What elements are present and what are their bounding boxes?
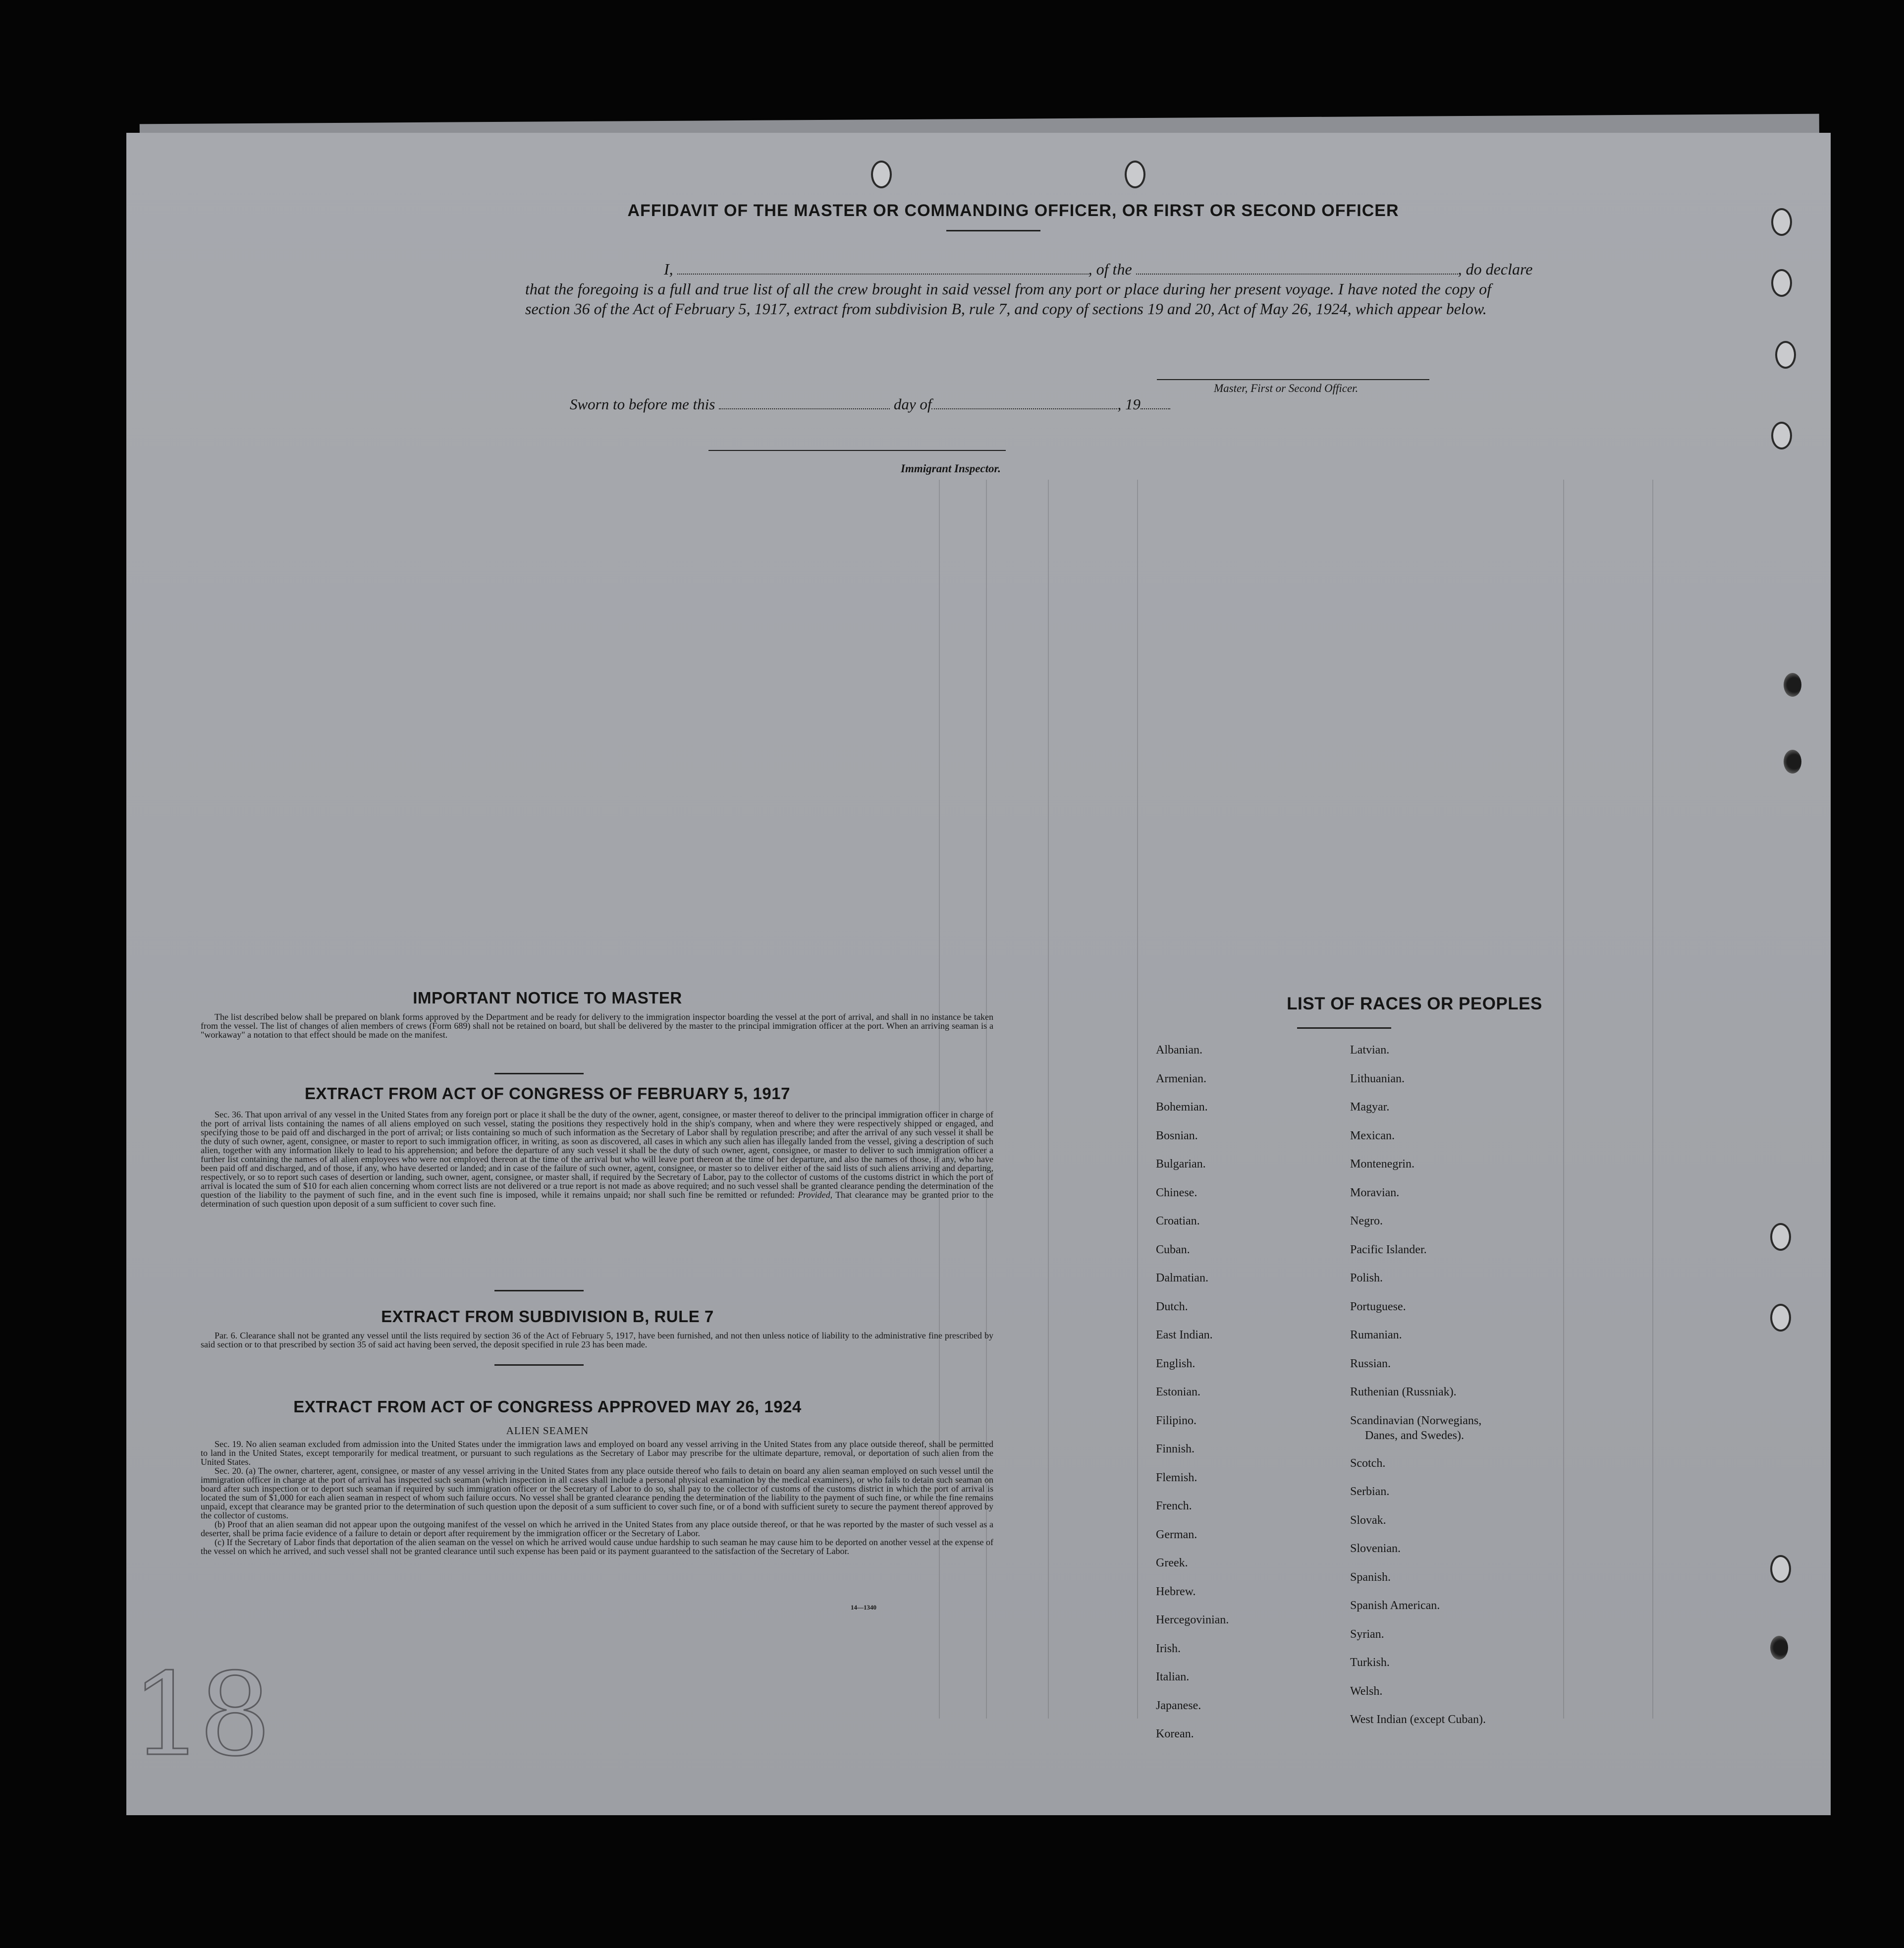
race-item: Korean.: [1156, 1727, 1194, 1740]
race-item: Negro.: [1350, 1215, 1383, 1227]
punch-hole: [1770, 1304, 1791, 1332]
sworn-year-blank[interactable]: [1141, 396, 1170, 409]
race-item: Slovenian.: [1350, 1542, 1401, 1555]
race-item: Scandinavian (Norwegians,: [1350, 1414, 1482, 1427]
sworn-month-blank[interactable]: [931, 396, 1117, 409]
race-item: Turkish.: [1350, 1656, 1390, 1669]
punch-hole: [1784, 750, 1801, 774]
document-page: [126, 133, 1831, 1815]
subdivision-b-divider: [494, 1364, 584, 1366]
race-item: Portuguese.: [1350, 1300, 1406, 1313]
decl-of-the-label: , of the: [1088, 260, 1132, 278]
sec-36-end: That clearance may be granted prior to the determination of such question upon deposit of a sum sufficient to cover such fine.: [201, 1190, 993, 1209]
race-item: East Indian.: [1156, 1329, 1213, 1341]
race-item: Bulgarian.: [1156, 1158, 1206, 1170]
punch-hole: [1770, 1223, 1791, 1251]
extract-1917-text: [201, 1110, 993, 1208]
master-signature-label: Master, First or Second Officer.: [1214, 382, 1359, 394]
race-item: Chinese.: [1156, 1186, 1197, 1199]
sworn-day-of: day of: [893, 395, 932, 413]
race-item: Cuban.: [1156, 1243, 1190, 1256]
decl-i-label: I,: [664, 260, 673, 278]
punch-hole: [1771, 422, 1792, 449]
extract-1924-body: [201, 1440, 993, 1556]
race-item: Hercegovinian.: [1156, 1614, 1229, 1626]
sheet-number-stamp: 18: [131, 1649, 267, 1781]
race-item: Pacific Islander.: [1350, 1243, 1427, 1256]
master-signature-line[interactable]: [1157, 379, 1429, 380]
inspector-signature-label: Immigrant Inspector.: [901, 462, 1001, 475]
sworn-line: [570, 395, 1170, 413]
race-item: Croatian.: [1156, 1215, 1200, 1227]
decl-do-declare-label: , do declare: [1458, 260, 1533, 278]
race-item: Magyar.: [1350, 1101, 1390, 1113]
inspector-signature-line[interactable]: [708, 450, 1006, 451]
race-item: Greek.: [1156, 1557, 1188, 1569]
races-column-1: [1156, 1036, 1229, 1749]
notice-divider: [494, 1073, 584, 1074]
race-item: English.: [1156, 1357, 1196, 1370]
punch-hole: [1770, 1555, 1791, 1583]
race-item: Bohemian.: [1156, 1101, 1208, 1113]
race-item: French.: [1156, 1500, 1192, 1512]
sec-19-text: No alien seaman excluded from admission into the United States under the immigration laws and employed on board any vessel arriving in the United States from any place outside thereof, shall be permitted to land in the United States, except temporarily for medical treatment, or pursuant to such regulations as the Secretary of Labor may prescribe for the ultimate departure, removal, or deportation of such alien from the United States.: [201, 1439, 993, 1467]
race-item: Albanian.: [1156, 1044, 1202, 1057]
sworn-prefix: Sworn to before me this: [570, 395, 715, 413]
race-item: Syrian.: [1350, 1627, 1384, 1641]
sec-36-label: Sec. 36.: [215, 1110, 243, 1119]
notice-text: The list described below shall be prepared on blank forms approved by the Department and be ready for delivery to the immigration inspector boarding the vessel at the port of arrival, and shall in no instance be taken from the vessel. The list of changes of alien members of crews (Form 689) shall not be retained on board, but shall be delivered by the master to the principal immigration officer at the port. When an arriving seaman is a "workaway" a notation to that effect should be made on the manifest.: [201, 1012, 993, 1040]
punch-hole: [1771, 269, 1792, 297]
race-item: Welsh.: [1350, 1684, 1383, 1698]
race-item: Lithuanian.: [1350, 1072, 1405, 1085]
punch-hole: [871, 161, 892, 188]
bleed-through-rule: [1137, 480, 1139, 1719]
punch-hole: [1125, 161, 1145, 188]
affidavit-declaration: [525, 259, 1533, 319]
punch-hole: [1771, 208, 1792, 236]
sec-19-label: Sec. 19.: [215, 1439, 244, 1449]
extract-1917-divider: [494, 1290, 584, 1291]
affidavit-title: AFFIDAVIT OF THE MASTER OR COMMANDING OFFICER, OR FIRST OR SECOND OFFICER: [627, 201, 1399, 220]
race-item: Moravian.: [1350, 1186, 1400, 1199]
title-underline: [946, 230, 1040, 231]
race-item: Slovak.: [1350, 1513, 1386, 1527]
race-item: Rumanian.: [1350, 1329, 1402, 1341]
sec-20a-text: The owner, charterer, agent, consignee, or master of any vessel arriving in the United States from any place outside thereof who fails to detain on board any alien seaman employed on such vessel until the immigration officer in charge at the port of arrival has inspected such seaman (which inspection in all cases shall include a personal physical examination by the medical examiners), or who fails to detain such seaman on board after such inspection or to deport such seaman if required by such immigration officer or the Secretary of Labor to do so, shall pay to the collector of customs of the customs district in which the port of arrival is located the sum of $1,000 for each alien seaman in respect of whom such failure occurs. No vessel shall be granted clearance pending the determination of the liability to the payment of such fine, or while the fine remains unpaid, except that clearance may be granted prior to the determination of such question upon the deposit of a sum sufficient to cover such fine, or of a bond with sufficient surety to secure the payment thereof approved by the collector of customs.: [201, 1466, 993, 1520]
extract-1924-title: EXTRACT FROM ACT OF CONGRESS APPROVED MAY 26, 1924: [293, 1397, 802, 1416]
race-item: Spanish.: [1350, 1570, 1391, 1584]
race-item: Finnish.: [1156, 1443, 1195, 1455]
race-item: Montenegrin.: [1350, 1158, 1414, 1170]
race-item: Russian.: [1350, 1357, 1391, 1370]
race-item: West Indian (except Cuban).: [1350, 1713, 1486, 1726]
sworn-year: , 19: [1117, 395, 1141, 413]
race-item: Estonian.: [1156, 1386, 1200, 1398]
race-item: Dalmatian.: [1156, 1272, 1208, 1284]
alien-seamen-subtitle: ALIEN SEAMEN: [506, 1425, 589, 1437]
bleed-through-rule: [1563, 480, 1565, 1719]
races-column-2: [1350, 1036, 1486, 1734]
race-item: Polish.: [1350, 1272, 1383, 1284]
race-item: German.: [1156, 1528, 1197, 1541]
race-item: Latvian.: [1350, 1044, 1390, 1057]
race-item: Bosnian.: [1156, 1129, 1198, 1142]
race-item: Dutch.: [1156, 1300, 1188, 1313]
sec-20a: [201, 1466, 993, 1520]
sec-20-label: Sec. 20. (a): [215, 1466, 256, 1476]
race-item: Hebrew.: [1156, 1585, 1196, 1598]
race-item: Irish.: [1156, 1642, 1181, 1655]
sec-36-provided: Provided,: [798, 1190, 833, 1200]
bleed-through-rule: [1048, 480, 1049, 1719]
subdivision-b-text: Par. 6. Clearance shall not be granted any vessel until the lists required by section 36 of the Act of February 5, 1917, have been furnished, and not then unless notice of liability to the administrative fine prescribed by said section or to that prescribed by section 35 of said act having been served, the deposit specified in rule 23 has been made.: [201, 1331, 993, 1349]
race-item: Filipino.: [1156, 1414, 1197, 1427]
race-item: Japanese.: [1156, 1699, 1201, 1712]
sec-19: [201, 1440, 993, 1466]
subdivision-b-title: EXTRACT FROM SUBDIVISION B, RULE 7: [381, 1307, 714, 1326]
extract-1917-title: EXTRACT FROM ACT OF CONGRESS OF FEBRUARY 5, 1917: [305, 1084, 790, 1103]
decl-body: that the foregoing is a full and true list of all the crew brought in said vessel from any port or place during her present voyage. I have noted the copy of section 36 of the Act of February 5, 1917, extract from subdivision B, rule 7, and copy of sections 19 and 20, Act of May 26, 1924, which appear below.: [525, 280, 1491, 318]
race-item: Ruthenian (Russniak).: [1350, 1386, 1457, 1398]
race-item: Flemish.: [1156, 1471, 1197, 1484]
races-title: LIST OF RACES OR PEOPLES: [1287, 994, 1542, 1013]
race-item: Danes, and Swedes).: [1365, 1429, 1464, 1442]
master-name-blank[interactable]: [677, 261, 1088, 275]
race-item: Spanish American.: [1350, 1599, 1440, 1612]
punch-hole: [1770, 1636, 1788, 1660]
punch-hole: [1775, 341, 1796, 369]
sworn-day-blank[interactable]: [719, 396, 890, 409]
sec-36-body: That upon arrival of any vessel in the United States from any foreign port or place it shall be the duty of the owner, agent, consignee, or master thereof to deliver to the principal immigration officer in charge of the port of arrival lists containing the names of all aliens employed on such vessel, stating the positions they respectively hold in the ship's company, when and where they were respectively shipped or engaged, and specifying those to be paid off and discharged in the port of arrival; or lists containing so much of such information as the Secretary of Labor shall by regulation prescribe; and after the arrival of any such vessel it shall be the duty of such owner, agent, consignee, or master to report to such immigration officer, in writing, as soon as discovered, all cases in which any such alien has illegally landed from the vessel, giving a description of such alien, together with any information likely to lead to his apprehension; and before the departure of any such vessel it shall be the duty of such owner, agent, consignee, or master to deliver to such immigration officer a further list containing the names of all alien employees who were not employed thereon at the time of the arrival but who will leave port thereon at the time of her departure, and also the names of those, if any, who have been paid off and discharged, and of those, if any, who have deserted or landed; and in case of the failure of such owner, agent, consignee, or master so to deliver either of the said lists of such aliens arriving and departing, respectively, or so to report such cases of desertion or landing, such owner, agent, consignee, or master shall, if required by the Secretary of Labor, pay to the collector of customs of the customs district in which the port of arrival is located the sum of $10 for each alien concerning whom correct lists are not delivered or a true report is not made as above required; and no such vessel shall be granted clearance pending the determination of the question of the liability to the payment of such fine, and in the event such fine is imposed, while it remains unpaid; nor shall such fine be remitted or refunded:: [201, 1110, 994, 1200]
race-item: Mexican.: [1350, 1129, 1395, 1142]
sec-20b: (b) Proof that an alien seaman did not appear upon the outgoing manifest of the vessel on which he arrived in the United States from any place outside thereof, or that he was reported by the master of such vessel as a deserter, shall be prima facie evidence of a failure to detain or deport after requirement by the immigration officer or the Secretary of Labor.: [201, 1519, 993, 1538]
race-item: Serbian.: [1350, 1485, 1390, 1498]
vessel-name-blank[interactable]: [1136, 261, 1458, 275]
races-underline: [1297, 1027, 1391, 1029]
punch-hole: [1784, 673, 1801, 697]
sec-20c: (c) If the Secretary of Labor finds that deportation of the alien seaman on the vessel on which he arrived would cause undue hardship to such seaman he may cause him to be deported on another vessel at the expense of the vessel on which he arrived, and such vessel shall not be granted clearance until such expense has been paid or its payment guaranteed to the satisfaction of the Secretary of Labor.: [201, 1537, 993, 1556]
race-item: Scotch.: [1350, 1456, 1386, 1470]
form-number: 14—1340: [851, 1604, 876, 1611]
bleed-through-rule: [1652, 480, 1654, 1719]
race-item: Armenian.: [1156, 1072, 1206, 1085]
race-item: Italian.: [1156, 1670, 1190, 1683]
notice-title: IMPORTANT NOTICE TO MASTER: [413, 989, 682, 1007]
